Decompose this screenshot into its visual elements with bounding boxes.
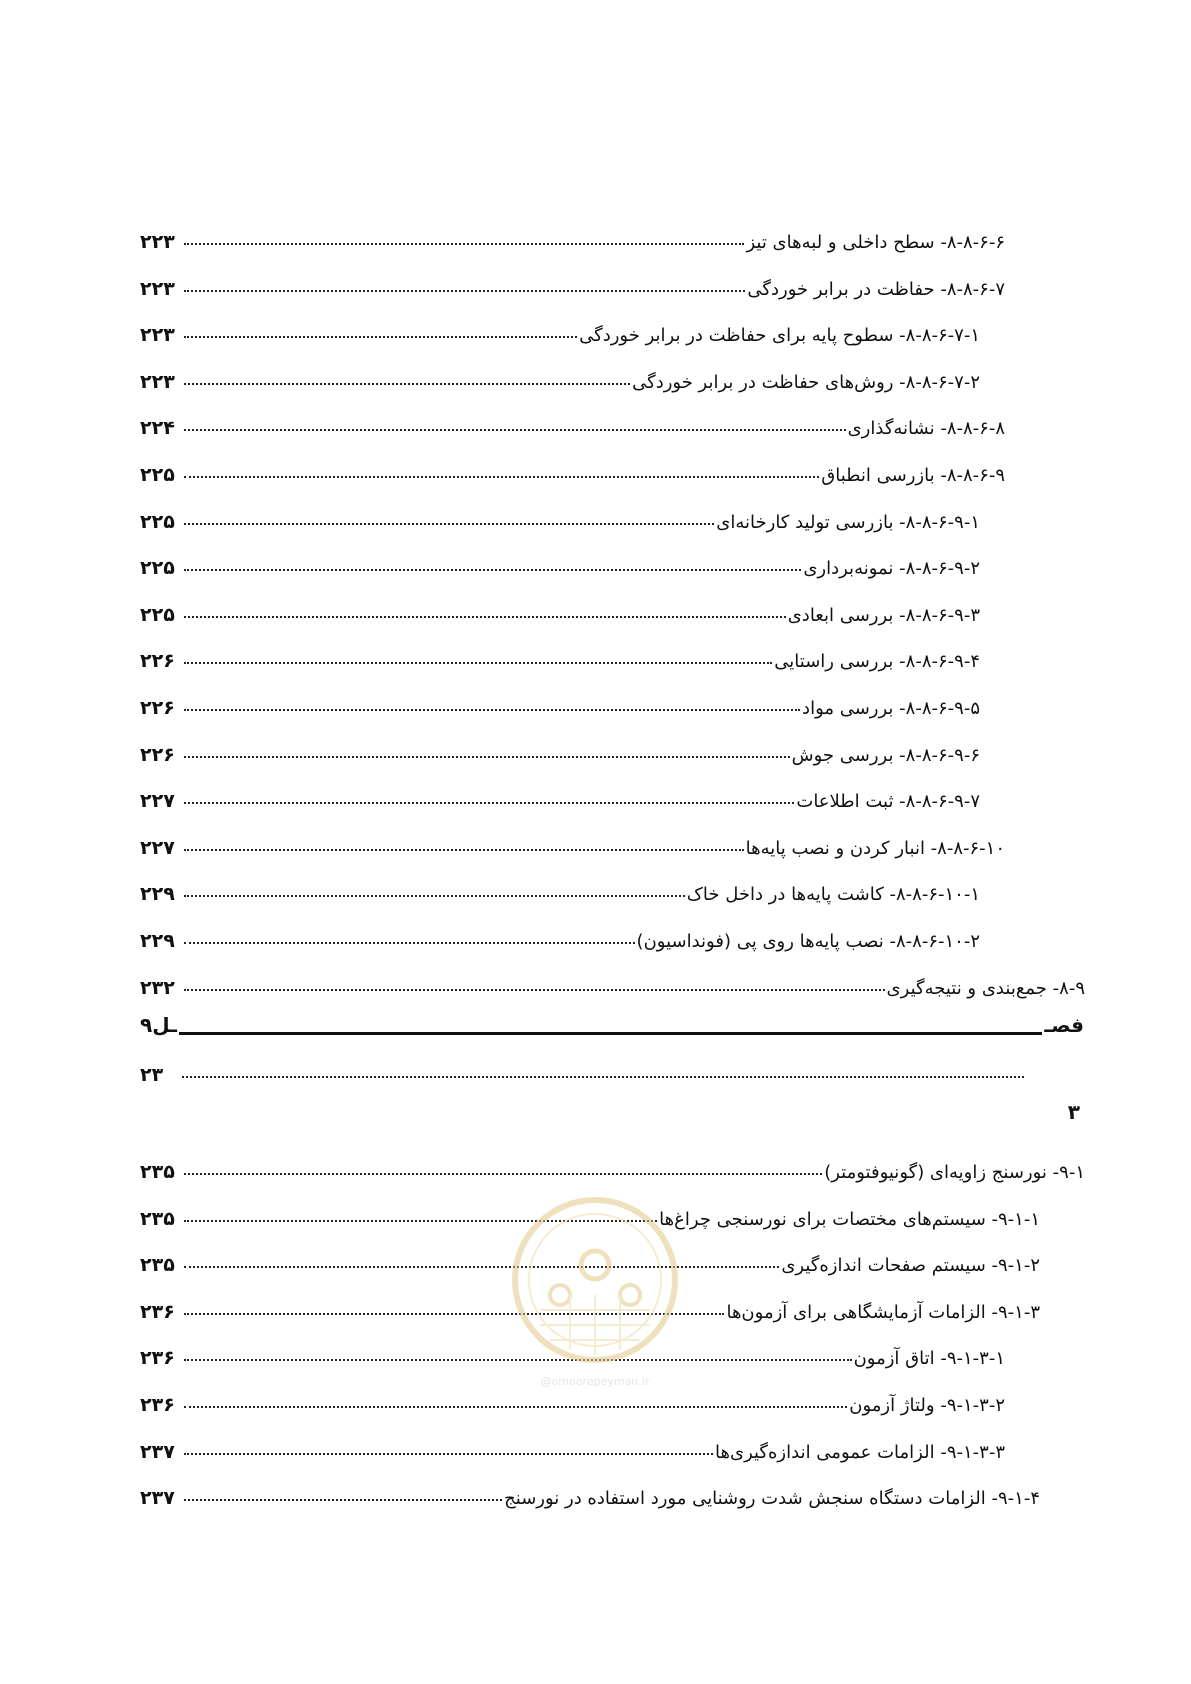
dot-leader — [184, 616, 786, 618]
toc-entry[interactable] — [140, 213, 1005, 253]
toc-entry[interactable] — [140, 632, 980, 672]
toc-entry[interactable] — [140, 260, 1005, 300]
toc-entry-title: ۸-۸-۶-۹- بازرسی انطباق — [821, 465, 1005, 486]
dot-leader — [184, 1173, 822, 1175]
dot-leader — [184, 336, 577, 338]
toc-entry[interactable] — [140, 306, 980, 346]
toc-entry-title: ۸-۸-۶-۷- حفاظت در برابر خوردگی — [747, 278, 1005, 300]
toc-entry-page: ۲۲۶ — [140, 650, 175, 673]
toc-entry[interactable] — [140, 353, 980, 393]
toc-entry-title: ۸-۸-۶-۹-۲- نمونه‌برداری — [803, 558, 980, 580]
toc-entry[interactable] — [140, 1143, 1085, 1183]
toc-entry-title: ۸-۹- جمع‌بندی و نتیجه‌گیری — [886, 977, 1085, 999]
toc-entry-page: ۲۲۷ — [140, 836, 175, 859]
chapter-heading — [140, 1005, 1084, 1045]
chapter-page-digit: ۳ — [1067, 1100, 1080, 1124]
toc-entry[interactable] — [140, 865, 980, 905]
dot-leader — [184, 383, 630, 385]
dot-leader — [184, 942, 635, 944]
toc-entry[interactable] — [140, 819, 1005, 859]
dot-leader — [184, 802, 794, 804]
toc-entry-page: ۲۲۷ — [140, 790, 175, 813]
toc-entry-page: ۲۲۳ — [140, 277, 175, 300]
toc-entry-title: ۸-۸-۶-۸- نشانه‌گذاری — [847, 418, 1005, 440]
toc-entry-title: ۹-۱-۲- سیستم صفحات اندازه‌گیری — [781, 1255, 1040, 1277]
toc-entry-page: ۲۳۶ — [140, 1300, 175, 1323]
toc-entry-title: ۹-۱-۳- الزامات آزمایشگاهی برای آزمون‌ها — [726, 1301, 1040, 1323]
toc-entry-page: ۲۲۵ — [140, 603, 175, 626]
toc-entry[interactable] — [140, 772, 980, 812]
dot-leader — [184, 895, 685, 897]
watermark-text: @omoorepeyman.ir — [540, 1375, 650, 1388]
toc-entry-page: ۲۳۵ — [140, 1254, 175, 1277]
toc-entry-page: ۲۲۹ — [140, 930, 175, 952]
toc-entry[interactable] — [140, 726, 980, 766]
dot-leader — [184, 1266, 779, 1268]
toc-entry-page: ۲۳۷ — [140, 1440, 175, 1463]
dot-leader — [184, 1406, 847, 1408]
toc-entry-page: ۲۲۴ — [140, 417, 175, 440]
toc-entry-page: ۲۳۵ — [140, 1161, 175, 1183]
watermark-seal-icon — [500, 1185, 690, 1395]
toc-entry-title: ۸-۸-۶-۹-۴- بررسی راستایی — [774, 651, 980, 673]
dot-leader — [184, 989, 885, 991]
chapter-rule — [179, 1032, 1042, 1035]
dot-leader — [184, 569, 801, 571]
dot-leader — [184, 756, 790, 758]
dot-leader — [184, 1453, 713, 1455]
toc-entry-page: ۲۲۳ — [140, 370, 175, 393]
toc-entry-page: ۲۲۵ — [140, 464, 175, 486]
toc-entry-title: ۸-۸-۶-۹-۳- بررسی ابعادی — [787, 604, 980, 626]
toc-entry-title: ۹-۱-۳-۳- الزامات عمومی اندازه‌گیری‌ها — [715, 1441, 1005, 1463]
dot-leader — [184, 849, 744, 851]
toc-entry-title: ۸-۸-۶-۹-۷- ثبت اطلاعات — [796, 791, 980, 813]
dot-leader — [182, 1076, 1024, 1078]
dot-leader — [184, 1499, 502, 1501]
chapter-page-row — [140, 1050, 1024, 1086]
chapter-page-number: ۲۳ — [140, 1064, 164, 1086]
dot-leader — [184, 290, 745, 292]
toc-entry[interactable] — [140, 1469, 1040, 1509]
chapter-word-start: فصـ — [1044, 1013, 1084, 1037]
toc-entry[interactable] — [140, 446, 1005, 486]
toc-entry-page: ۲۲۳ — [140, 324, 175, 347]
toc-entry-title: ۸-۸-۶-۷-۲- روش‌های حفاظت در برابر خوردگی — [632, 371, 980, 393]
dot-leader — [184, 523, 714, 525]
toc-entry-title: ۸-۸-۶-۹-۶- بررسی جوش — [791, 744, 980, 766]
toc-entry-page: ۲۲۶ — [140, 743, 175, 766]
toc-entry-title: ۸-۸-۶-۱۰-۱- کاشت پایه‌ها در داخل خاک — [686, 884, 980, 906]
toc-entry-title: ۸-۸-۶-۶- سطح داخلی و لبه‌های تیز — [746, 232, 1005, 253]
toc-entry-title: ۸-۸-۶-۱۰- انبار کردن و نصب پایه‌ها — [745, 837, 1005, 859]
toc-entry[interactable] — [140, 959, 1085, 999]
toc-entry-title: ۹-۱-۴- الزامات دستگاه سنجش شدت روشنایی مورد استفاده در نورسنج — [504, 1488, 1040, 1510]
toc-entry-title: ۸-۸-۶-۹-۵- بررسی مواد — [802, 698, 980, 719]
toc-entry-page: ۲۳۲ — [140, 976, 175, 999]
toc-entry-page: ۲۳۵ — [140, 1207, 175, 1230]
toc-entry[interactable] — [140, 1423, 1005, 1463]
toc-entry[interactable] — [140, 493, 980, 533]
toc-entry[interactable] — [140, 539, 980, 579]
toc-entry-title: ۸-۸-۶-۱۰-۲- نصب پایه‌ها روی پی (فونداسیون) — [636, 931, 980, 952]
toc-entry[interactable] — [140, 586, 980, 626]
toc-entry-page: ۲۲۹ — [140, 883, 175, 906]
toc-entry-title: ۸-۸-۶-۹-۱- بازرسی تولید کارخانه‌ای — [716, 511, 980, 533]
toc-entry-title: ۹-۱-۳-۱- اتاق آزمون — [853, 1348, 1005, 1370]
dot-leader — [184, 243, 744, 245]
toc-entry-title: ۹-۱-۱- سیستم‌های مختصات برای نورسنجی چراغ‌ها — [659, 1208, 1040, 1230]
toc-entry[interactable] — [140, 679, 980, 719]
dot-leader — [184, 662, 772, 664]
toc-entry-page: ۲۲۶ — [140, 697, 175, 719]
dot-leader — [184, 476, 819, 478]
chapter-word-end: ـل۹ — [140, 1013, 177, 1037]
dot-leader — [184, 709, 800, 711]
toc-entry-page: ۲۲۳ — [140, 231, 175, 253]
toc-entry-title: ۹-۱- نورسنج زاویه‌ای (گونیوفتومتر) — [824, 1162, 1085, 1183]
toc-entry-page: ۲۳۷ — [140, 1487, 175, 1510]
toc-entry-page: ۲۳۶ — [140, 1347, 175, 1370]
toc-entry-page: ۲۲۵ — [140, 557, 175, 580]
toc-entry-page: ۲۲۵ — [140, 510, 175, 533]
dot-leader — [184, 429, 846, 431]
toc-entry-title: ۸-۸-۶-۷-۱- سطوح پایه برای حفاظت در برابر خوردگی — [579, 325, 980, 347]
toc-entry[interactable] — [140, 399, 1005, 439]
toc-entry-page: ۲۳۶ — [140, 1394, 175, 1416]
toc-entry[interactable] — [140, 912, 980, 952]
toc-entry-title: ۹-۱-۳-۲- ولتاژ آزمون — [849, 1395, 1005, 1416]
